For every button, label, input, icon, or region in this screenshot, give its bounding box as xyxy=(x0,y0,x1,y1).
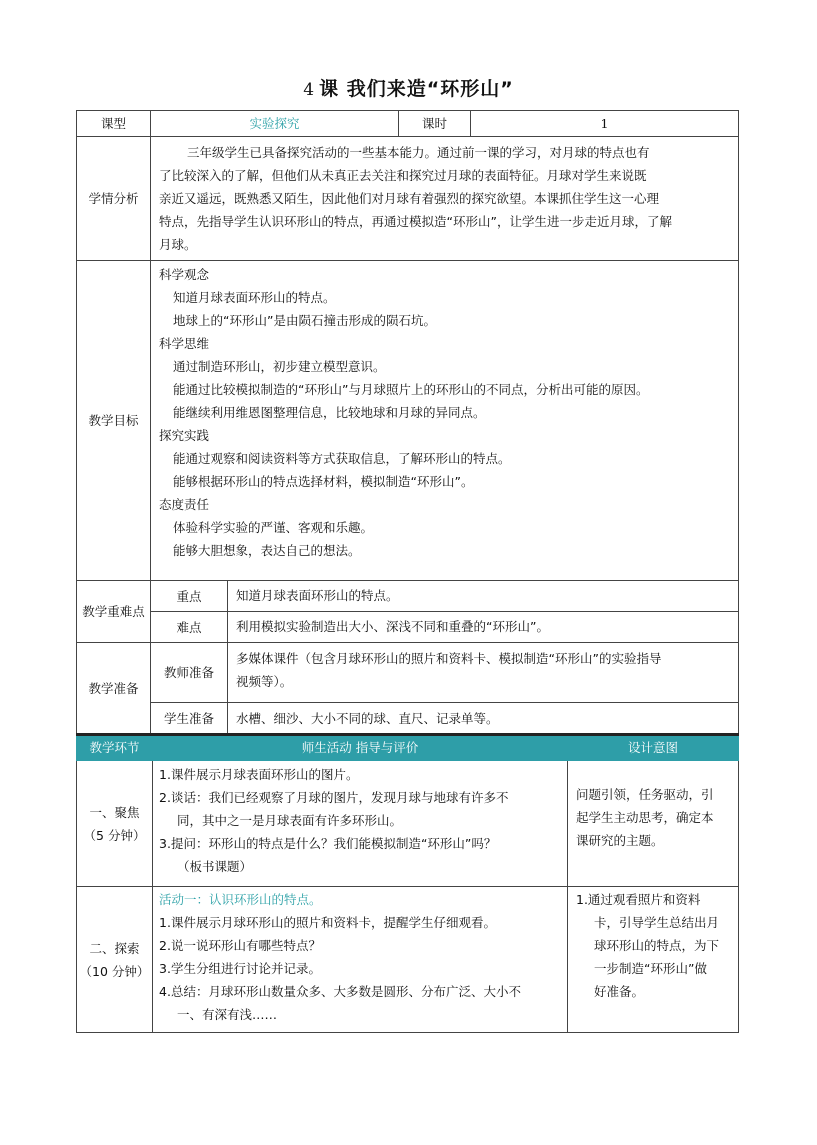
teacher-prep-line: 视频等）。 xyxy=(236,674,293,689)
objective-heading: 科学观念 xyxy=(159,267,210,282)
stage-activities xyxy=(153,887,568,1033)
student-prep-text: 水槽、细沙、大小不同的球、直尺、记录单等。 xyxy=(228,703,739,735)
focus-label: 重点 xyxy=(151,581,228,612)
activity-item: 2.说一说环形山有哪些特点？ xyxy=(159,938,321,953)
intent-line: 一步制造“环形山”做 xyxy=(594,961,707,976)
intent-line: 卡，引导学生总结出月 xyxy=(594,915,720,930)
hours-label: 课时 xyxy=(399,111,471,137)
stage-name-line: 二、探索 xyxy=(89,940,140,956)
focus-text: 知道月球表面环形山的特点。 xyxy=(228,581,739,612)
intent-line: 1.通过观看照片和资料 xyxy=(576,892,701,907)
teaching-process-table xyxy=(76,733,739,1033)
stage-name-line: （10 分钟） xyxy=(79,963,150,979)
activity-item: 2.谈话：我们已经观察了月球的图片，发现月球与地球有许多不 xyxy=(159,790,509,805)
objective-item: 能通过观察和阅读资料等方式获取信息，了解环形山的特点。 xyxy=(173,451,511,466)
student-analysis-label: 学情分析 xyxy=(77,137,151,261)
stage-intent xyxy=(568,761,739,887)
objectives-label: 教学目标 xyxy=(77,261,151,581)
process-header-activity: 师生活动 指导与评价 xyxy=(153,735,568,761)
activity-item-cont: 同，其中之一是月球表面有许多环形山。 xyxy=(177,813,403,828)
objective-heading: 探究实践 xyxy=(159,428,210,443)
lesson-title xyxy=(0,74,817,101)
teacher-prep-label: 教师准备 xyxy=(151,643,228,703)
objective-item: 能够大胆想象，表达自己的想法。 xyxy=(173,543,361,558)
difficulty-label: 难点 xyxy=(151,612,228,643)
key-points-label: 教学重难点 xyxy=(77,581,151,643)
objectives-list xyxy=(151,261,739,581)
preparation-label: 教学准备 xyxy=(77,643,151,735)
analysis-line: 了比较深入的了解，但他们从未真正去关注和探究过月球的表面特征。月球对学生来说既 xyxy=(159,168,647,183)
objective-item: 通过制造环形山，初步建立模型意识。 xyxy=(173,359,386,374)
intent-line: 问题引领，任务驱动，引 xyxy=(576,787,714,802)
activity-item-cont: （板书课题） xyxy=(177,859,253,874)
activity-item: 3.学生分组进行讨论并记录。 xyxy=(159,961,321,976)
objective-item: 能够根据环形山的特点选择材料，模拟制造“环形山”。 xyxy=(173,474,474,489)
lesson-number: 4 xyxy=(303,80,316,100)
objective-item: 地球上的“环形山”是由陨石撞击形成的陨石坑。 xyxy=(173,313,436,328)
stage-intent xyxy=(568,887,739,1033)
lesson-title-text: 课 我们来造“环形山” xyxy=(319,78,514,100)
process-header-row xyxy=(77,735,739,761)
stage-name-line: 一、聚焦 xyxy=(89,804,140,820)
activity-item: 1.课件展示月球环形山的照片和资料卡，提醒学生仔细观看。 xyxy=(159,915,496,930)
analysis-line: 特点，先指导学生认识环形山的特点，再通过模拟造“环形山”，让学生进一步走近月球，了解 xyxy=(159,214,672,229)
type-label: 课型 xyxy=(77,111,151,137)
objective-heading: 科学思维 xyxy=(159,336,210,351)
analysis-line: 三年级学生已具备探究活动的一些基本能力。通过前一课的学习，对月球的特点也有 xyxy=(187,145,650,160)
difficulty-text: 利用模拟实验制造出大小、深浅不同和重叠的“环形山”。 xyxy=(228,612,739,643)
intent-line: 课研究的主题。 xyxy=(576,833,664,848)
activity-item: 1.课件展示月球表面环形山的图片。 xyxy=(159,767,359,782)
student-analysis-text xyxy=(151,137,739,261)
objective-heading: 态度责任 xyxy=(159,497,210,512)
objective-item: 知道月球表面环形山的特点。 xyxy=(173,290,336,305)
stage-name xyxy=(77,761,153,887)
objective-item: 体验科学实验的严谨、客观和乐趣。 xyxy=(173,520,374,535)
analysis-line: 亲近又遥远，既熟悉又陌生，因此他们对月球有着强烈的探究欲望。本课抓住学生这一心理 xyxy=(159,191,660,206)
intent-line: 球环形山的特点，为下 xyxy=(594,938,720,953)
stage-activities xyxy=(153,761,568,887)
analysis-line: 月球。 xyxy=(159,237,197,252)
stage-name xyxy=(77,887,153,1033)
activity-item: 3.提问：环形山的特点是什么？我们能模拟制造“环形山”吗？ xyxy=(159,836,497,851)
student-prep-label: 学生准备 xyxy=(151,703,228,735)
teacher-prep-line: 多媒体课件（包含月球环形山的照片和资料卡、模拟制造“环形山”的实验指导 xyxy=(236,651,662,666)
teacher-prep-text xyxy=(228,643,739,703)
objective-item: 能通过比较模拟制造的“环形山”与月球照片上的环形山的不同点，分析出可能的原因。 xyxy=(173,382,649,397)
intent-line: 起学生主动思考，确定本 xyxy=(576,810,714,825)
stage-row xyxy=(77,761,739,887)
process-header-intent: 设计意图 xyxy=(568,735,739,761)
activity-title: 活动一：认识环形山的特点。 xyxy=(159,892,322,907)
type-value: 实验探究 xyxy=(151,111,399,137)
hours-value: 1 xyxy=(471,111,739,137)
lesson-plan-table xyxy=(76,110,739,735)
activity-item-cont: 一、有深有浅…… xyxy=(177,1007,278,1022)
stage-row xyxy=(77,887,739,1033)
process-header-stage: 教学环节 xyxy=(77,735,153,761)
intent-line: 好准备。 xyxy=(594,984,645,999)
activity-item: 4.总结：月球环形山数量众多、大多数是圆形、分布广泛、大小不 xyxy=(159,984,521,999)
objective-item: 能继续利用维恩图整理信息，比较地球和月球的异同点。 xyxy=(173,405,486,420)
stage-name-line: （5 分钟） xyxy=(83,827,146,843)
